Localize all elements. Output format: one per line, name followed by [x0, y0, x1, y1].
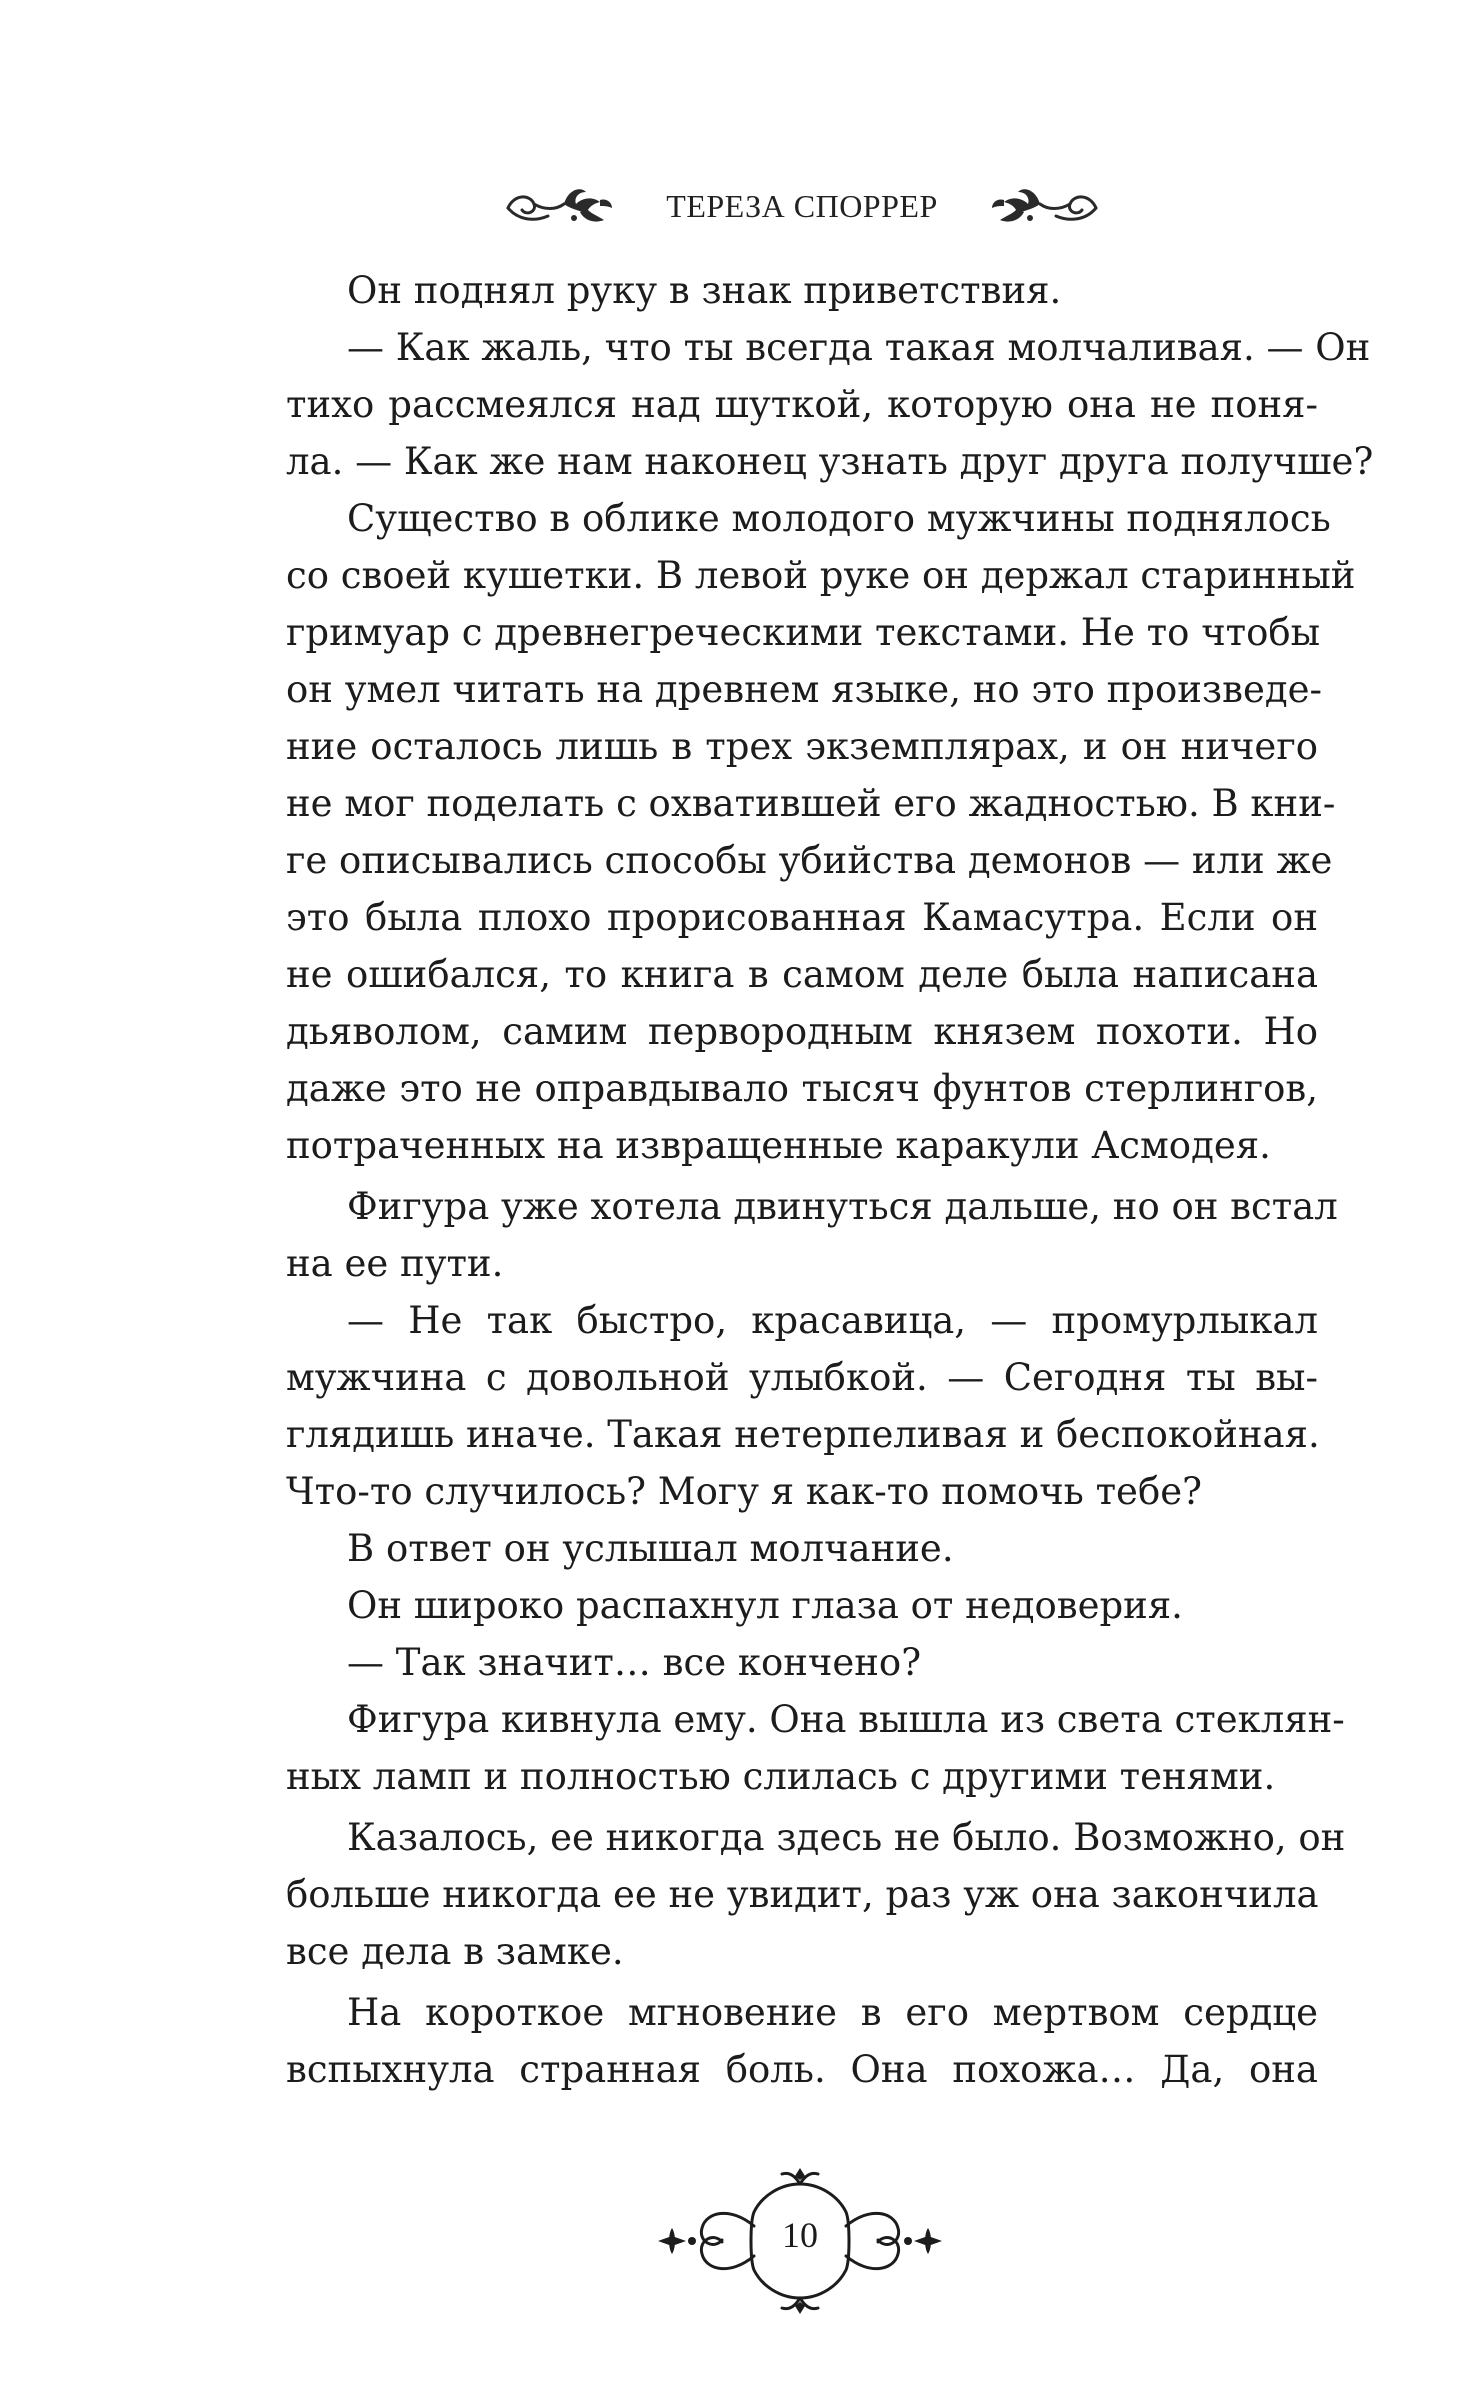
text-line: ных ламп и полностью слилась с другими тенями.	[286, 1755, 1276, 1798]
text-line: Что-то случилось? Могу я как-то помочь тебе?	[286, 1470, 1202, 1513]
running-header	[504, 176, 1100, 234]
text-line: мужчина с довольной улыбкой. — Сегодня ты вы-	[286, 1356, 1318, 1399]
text-line: не мог поделать с охватившей его жадностью. В кни-	[286, 782, 1336, 825]
text-line: глядишь иначе. Такая нетерпеливая и беспокойная.	[286, 1413, 1320, 1456]
text-line: не ошибался, то книга в самом деле была написана	[286, 953, 1318, 996]
left-flourish-ornament	[504, 180, 616, 232]
text-line: гримуар с древнегреческими текстами. Не то чтобы	[286, 611, 1321, 654]
text-line: — Как жаль, что ты всегда такая молчаливая. — Он	[347, 326, 1371, 369]
text-line: вспыхнула странная боль. Она похожа… Да, она	[286, 2048, 1318, 2091]
right-flourish-ornament	[988, 180, 1100, 232]
text-line: Существо в облике молодого мужчины поднялось	[347, 497, 1331, 540]
text-line: Фигура уже хотела двинуться дальше, но он встал	[347, 1185, 1338, 1228]
text-line: со своей кушетки. В левой руке он держал старинный	[286, 554, 1356, 597]
text-line: все дела в замке.	[286, 1930, 624, 1973]
text-line: даже это не оправдывало тысяч фунтов стерлингов,	[286, 1067, 1318, 1110]
text-line: — Так значит… все кончено?	[347, 1641, 922, 1684]
text-line: Он широко распахнул глаза от недоверия.	[347, 1584, 1183, 1627]
text-line: ла. — Как же нам наконец узнать друг друга получше?	[286, 440, 1374, 483]
text-line: потраченных на извращенные каракули Асмодея.	[286, 1124, 1271, 1167]
text-line: тихо рассмеялся над шуткой, которую она не поня-	[286, 383, 1318, 426]
text-line: на ее пути.	[286, 1242, 504, 1285]
text-line: он умел читать на древнем языке, но это произведе-	[286, 668, 1323, 711]
text-line: На короткое мгновение в его мертвом сердце	[347, 1991, 1318, 2034]
text-line: В ответ он услышал молчание.	[347, 1527, 954, 1570]
page-number: 10	[782, 2215, 818, 2255]
body-text	[286, 262, 1374, 2098]
running-title: ТЕРЕЗА СПОРРЕР	[666, 188, 938, 224]
text-line: Он поднял руку в знак приветствия.	[347, 269, 1062, 312]
text-line: дьяволом, самим первородным князем похоти. Но	[286, 1010, 1318, 1053]
text-line: — Не так быстро, красавица, — промурлыкал	[347, 1299, 1318, 1342]
text-line: это была плохо прорисованная Камасутра. Если он	[286, 896, 1318, 939]
text-line: Фигура кивнула ему. Она вышла из света стеклян-	[347, 1698, 1345, 1741]
text-line: Казалось, ее никогда здесь не было. Возможно, он	[347, 1816, 1346, 1859]
text-line: больше никогда ее не увидит, раз уж она закончила	[286, 1873, 1319, 1916]
page-number-ornament	[650, 2166, 950, 2316]
text-line: ние осталось лишь в трех экземплярах, и он ничего	[286, 725, 1318, 768]
text-line: ге описывались способы убийства демонов — или же	[286, 839, 1333, 882]
